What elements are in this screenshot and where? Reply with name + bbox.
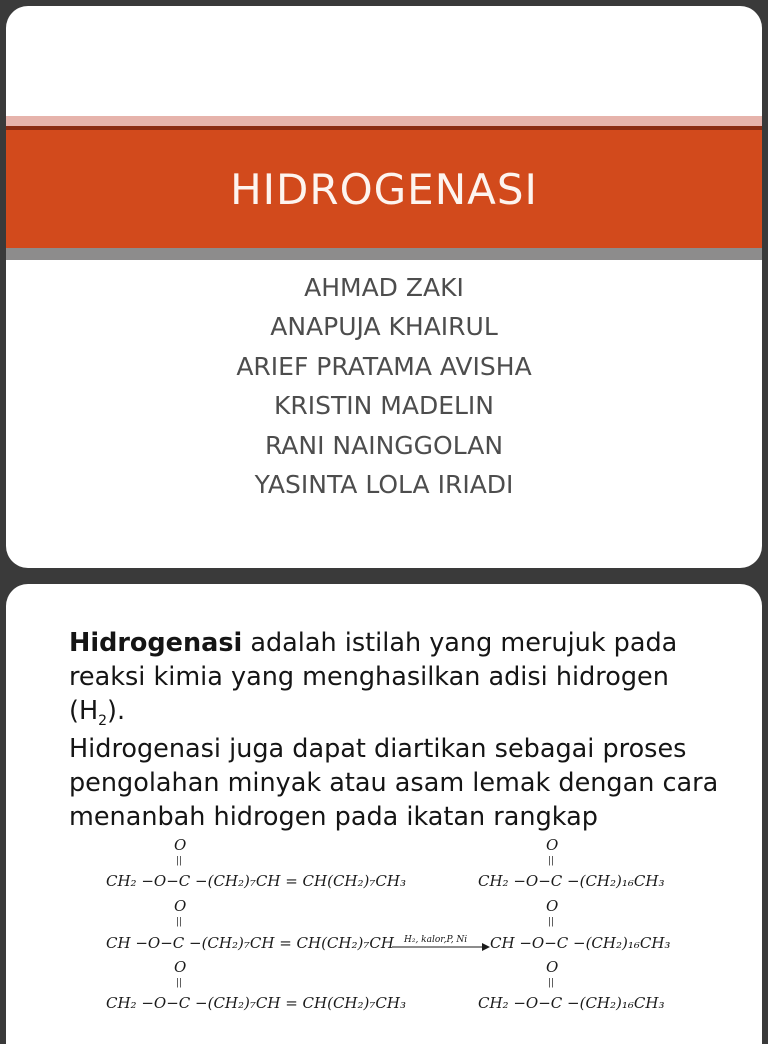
carbonyl-double-bond: || bbox=[176, 856, 183, 866]
carbonyl-oxygen: O bbox=[174, 836, 187, 854]
explanation-paragraph: Hidrogenasi juga dapat diartikan sebagai proses pengolahan minyak atau asam lemak dengan cara menanbah hidrogen pada ikatan rangkap bbox=[69, 734, 719, 832]
h2-subscript: 2 bbox=[98, 713, 108, 730]
carbonyl-oxygen: O bbox=[546, 897, 559, 915]
author-name: KRISTIN MADELIN bbox=[273, 391, 495, 421]
reaction-conditions: H₂, kalor,P, Ni bbox=[404, 935, 468, 945]
title-band-top-line bbox=[6, 116, 762, 126]
title-band bbox=[6, 130, 762, 248]
author-name: YASINTA LOLA IRIADI bbox=[254, 470, 514, 500]
carbonyl-oxygen: O bbox=[174, 897, 187, 915]
reactant-row-2: CH −O−C −(CH₂)₇CH = CH(CH₂)₇CH bbox=[106, 934, 394, 952]
carbonyl-double-bond: || bbox=[548, 856, 555, 866]
carbonyl-double-bond: || bbox=[176, 978, 183, 988]
product-row-3: CH₂ −O−C −(CH₂)₁₆CH₃ bbox=[478, 994, 665, 1012]
author-name: ANAPUJA KHAIRUL bbox=[270, 312, 498, 342]
title-band-bottom-line bbox=[6, 248, 762, 260]
reactant-row-3: CH₂ −O−C −(CH₂)₇CH = CH(CH₂)₇CH₃ bbox=[106, 994, 406, 1012]
content-slide[interactable] bbox=[6, 584, 762, 1044]
term-bold: Hidrogenasi bbox=[69, 628, 243, 658]
reactant-row-1: CH₂ −O−C −(CH₂)₇CH = CH(CH₂)₇CH₃ bbox=[106, 872, 406, 890]
slide-title: HIDROGENASI bbox=[230, 164, 538, 214]
carbonyl-double-bond: || bbox=[548, 917, 555, 927]
hydrogenation-reaction-diagram bbox=[6, 836, 762, 1026]
carbonyl-double-bond: || bbox=[176, 917, 183, 927]
carbonyl-oxygen: O bbox=[546, 836, 559, 854]
carbonyl-double-bond: || bbox=[548, 978, 555, 988]
carbonyl-oxygen: O bbox=[174, 958, 187, 976]
product-row-1: CH₂ −O−C −(CH₂)₁₆CH₃ bbox=[478, 872, 665, 890]
product-row-2: CH −O−C −(CH₂)₁₆CH₃ bbox=[490, 934, 671, 952]
author-name: RANI NAINGGOLAN bbox=[264, 430, 504, 460]
author-name: ARIEF PRATAMA AVISHA bbox=[236, 351, 532, 381]
definition-text: adalah istilah yang merujuk pada reaksi kimia yang menghasilkan adisi hidrogen (H bbox=[69, 628, 678, 726]
definition-paragraph bbox=[69, 626, 722, 728]
author-list bbox=[6, 268, 762, 504]
author-name: AHMAD ZAKI bbox=[304, 273, 464, 302]
definition-end: ). bbox=[107, 696, 126, 726]
title-slide[interactable] bbox=[6, 6, 762, 568]
carbonyl-oxygen: O bbox=[546, 958, 559, 976]
